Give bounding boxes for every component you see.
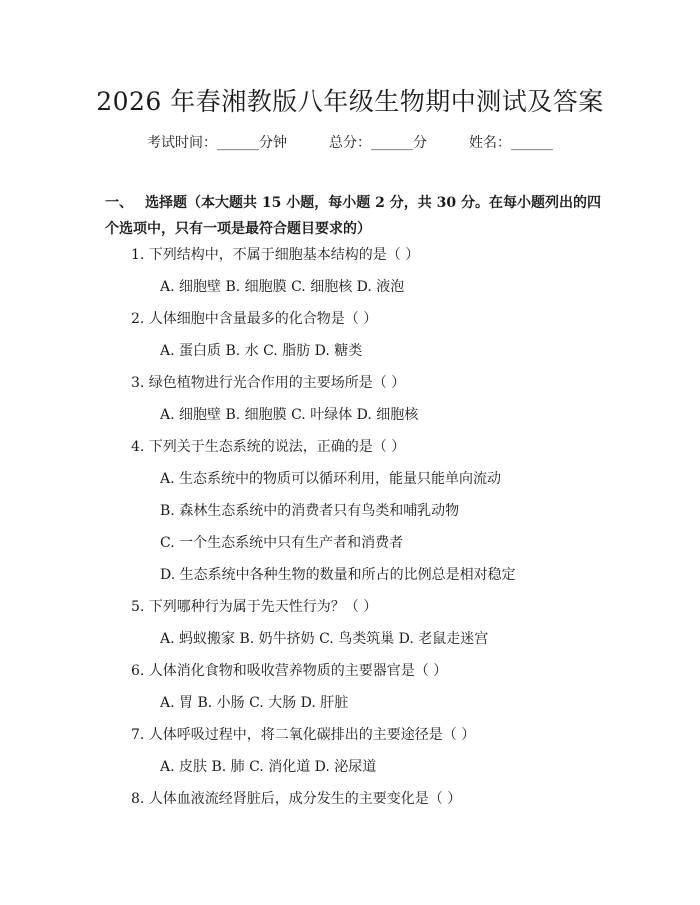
- section-heading: [105, 190, 605, 242]
- question-4-option-b: B. 森林生态系统中的消费者只有鸟类和哺乳动物: [160, 503, 460, 519]
- exam-info-line: 考试时间：______分钟 总分：______分 姓名：______: [147, 135, 553, 151]
- question-3: 3. 绿色植物进行光合作用的主要场所是（ ）: [131, 375, 406, 391]
- question-7-options: A. 皮肤 B. 肺 C. 消化道 D. 泌尿道: [160, 759, 377, 775]
- question-7: 7. 人体呼吸过程中，将二氧化碳排出的主要途径是（ ）: [131, 727, 476, 743]
- question-6: 6. 人体消化食物和吸收营养物质的主要器官是（ ）: [131, 663, 448, 679]
- question-4: 4. 下列关于生态系统的说法，正确的是（ ）: [131, 439, 406, 455]
- question-8: 8. 人体血液流经肾脏后，成分发生的主要变化是（ ）: [131, 791, 462, 807]
- question-6-options: A. 胃 B. 小肠 C. 大肠 D. 肝脏: [160, 695, 349, 711]
- question-5-options: A. 蚂蚁搬家 B. 奶牛挤奶 C. 鸟类筑巢 D. 老鼠走迷宫: [160, 631, 489, 647]
- question-1: 1. 下列结构中，不属于细胞基本结构的是（ ）: [131, 247, 420, 263]
- question-4-option-d: D. 生态系统中各种生物的数量和所占的比例总是相对稳定: [160, 567, 516, 583]
- page-title: 2026 年春湘教版八年级生物期中测试及答案: [96, 87, 604, 116]
- question-2-options: A. 蛋白质 B. 水 C. 脂肪 D. 糖类: [160, 343, 363, 359]
- section-number: 一、: [105, 195, 133, 211]
- question-4-option-c: C. 一个生态系统中只有生产者和消费者: [160, 535, 404, 551]
- question-4-option-a: A. 生态系统中的物质可以循环利用，能量只能单向流动: [160, 471, 502, 487]
- question-2: 2. 人体细胞中含量最多的化合物是（ ）: [131, 311, 378, 327]
- question-5: 5. 下列哪种行为属于先天性行为？（ ）: [131, 599, 378, 615]
- question-3-options: A. 细胞壁 B. 细胞膜 C. 叶绿体 D. 细胞核: [160, 407, 419, 423]
- question-1-options: A. 细胞壁 B. 细胞膜 C. 细胞核 D. 液泡: [160, 279, 405, 295]
- section-instructions: 选择题（本大题共 15 小题，每小题 2 分，共 30 分。在每小题列出的四个选项中，只有一项是最符合题目要求的）: [105, 195, 601, 237]
